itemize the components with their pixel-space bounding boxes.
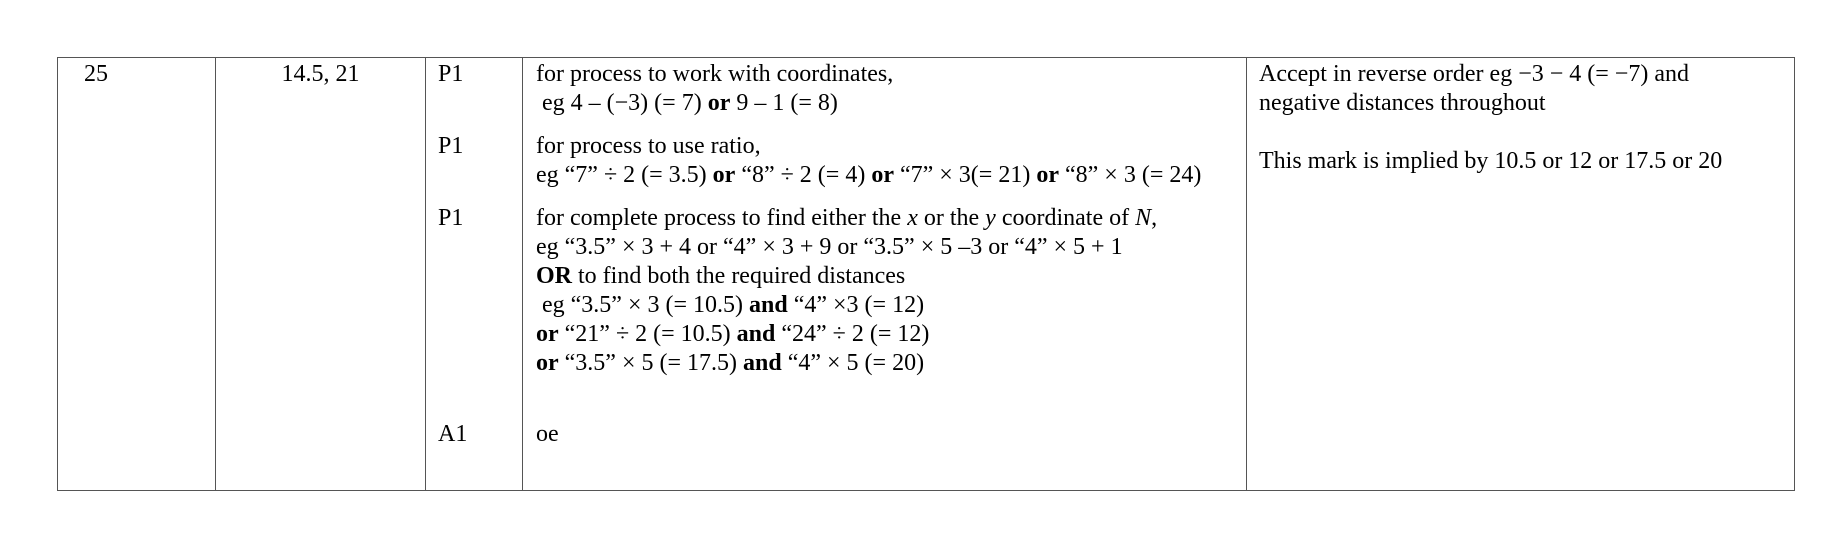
note-line: for process to use ratio, [536,133,761,159]
mark-p1-third: P1 [438,205,464,231]
guidance-line: negative distances throughout [1259,90,1546,116]
mark-a1: A1 [438,421,468,447]
note-complete-process [523,204,1236,378]
guidance-implied-mark [1247,147,1789,176]
table-row [58,58,1795,491]
additional-guidance-cell [1247,58,1795,491]
mark-p1-first: P1 [438,61,464,87]
mark-scheme-table [57,57,1795,491]
question-cell [58,58,216,491]
note-line: OR to find both the required distances [536,263,906,289]
note-process-ratio [523,132,1236,190]
note-line: eg “3.5” × 3 + 4 or “4” × 3 + 9 or “3.5” × 5 –3 or “4” × 5 + 1 [536,234,1123,260]
answer-cell [216,58,426,491]
guidance-line: Accept in reverse order eg −3 − 4 (= −7) and [1259,61,1689,87]
note-process-coordinates [523,60,1236,118]
note-line: eg 4 – (−3) (= 7) or 9 – 1 (= 8) [542,90,838,116]
note-line: eg “7” ÷ 2 (= 3.5) or “8” ÷ 2 (= 4) or “7” × 3(= 21) or “8” × 3 (= 24) [536,162,1202,188]
note-line: for complete process to find either the x or the y coordinate of N, [536,205,1158,231]
note-line: or “21” ÷ 2 (= 10.5) and “24” ÷ 2 (= 12) [536,321,930,347]
question-number: 25 [84,61,108,87]
note-line: for process to work with coordinates, [536,61,894,87]
note-line: oe [536,421,559,447]
notes-cell [523,58,1247,491]
guidance-reverse-order [1247,60,1789,118]
note-line: or “3.5” × 5 (= 17.5) and “4” × 5 (= 20) [536,350,925,376]
mark-p1-second: P1 [438,133,464,159]
guidance-line: This mark is implied by 10.5 or 12 or 17.5 or 20 [1259,148,1723,174]
mark-cell [426,58,523,491]
note-line: eg “3.5” × 3 (= 10.5) and “4” ×3 (= 12) [542,292,925,318]
note-oe [523,420,1236,449]
answer-value: 14.5, 21 [281,61,360,87]
